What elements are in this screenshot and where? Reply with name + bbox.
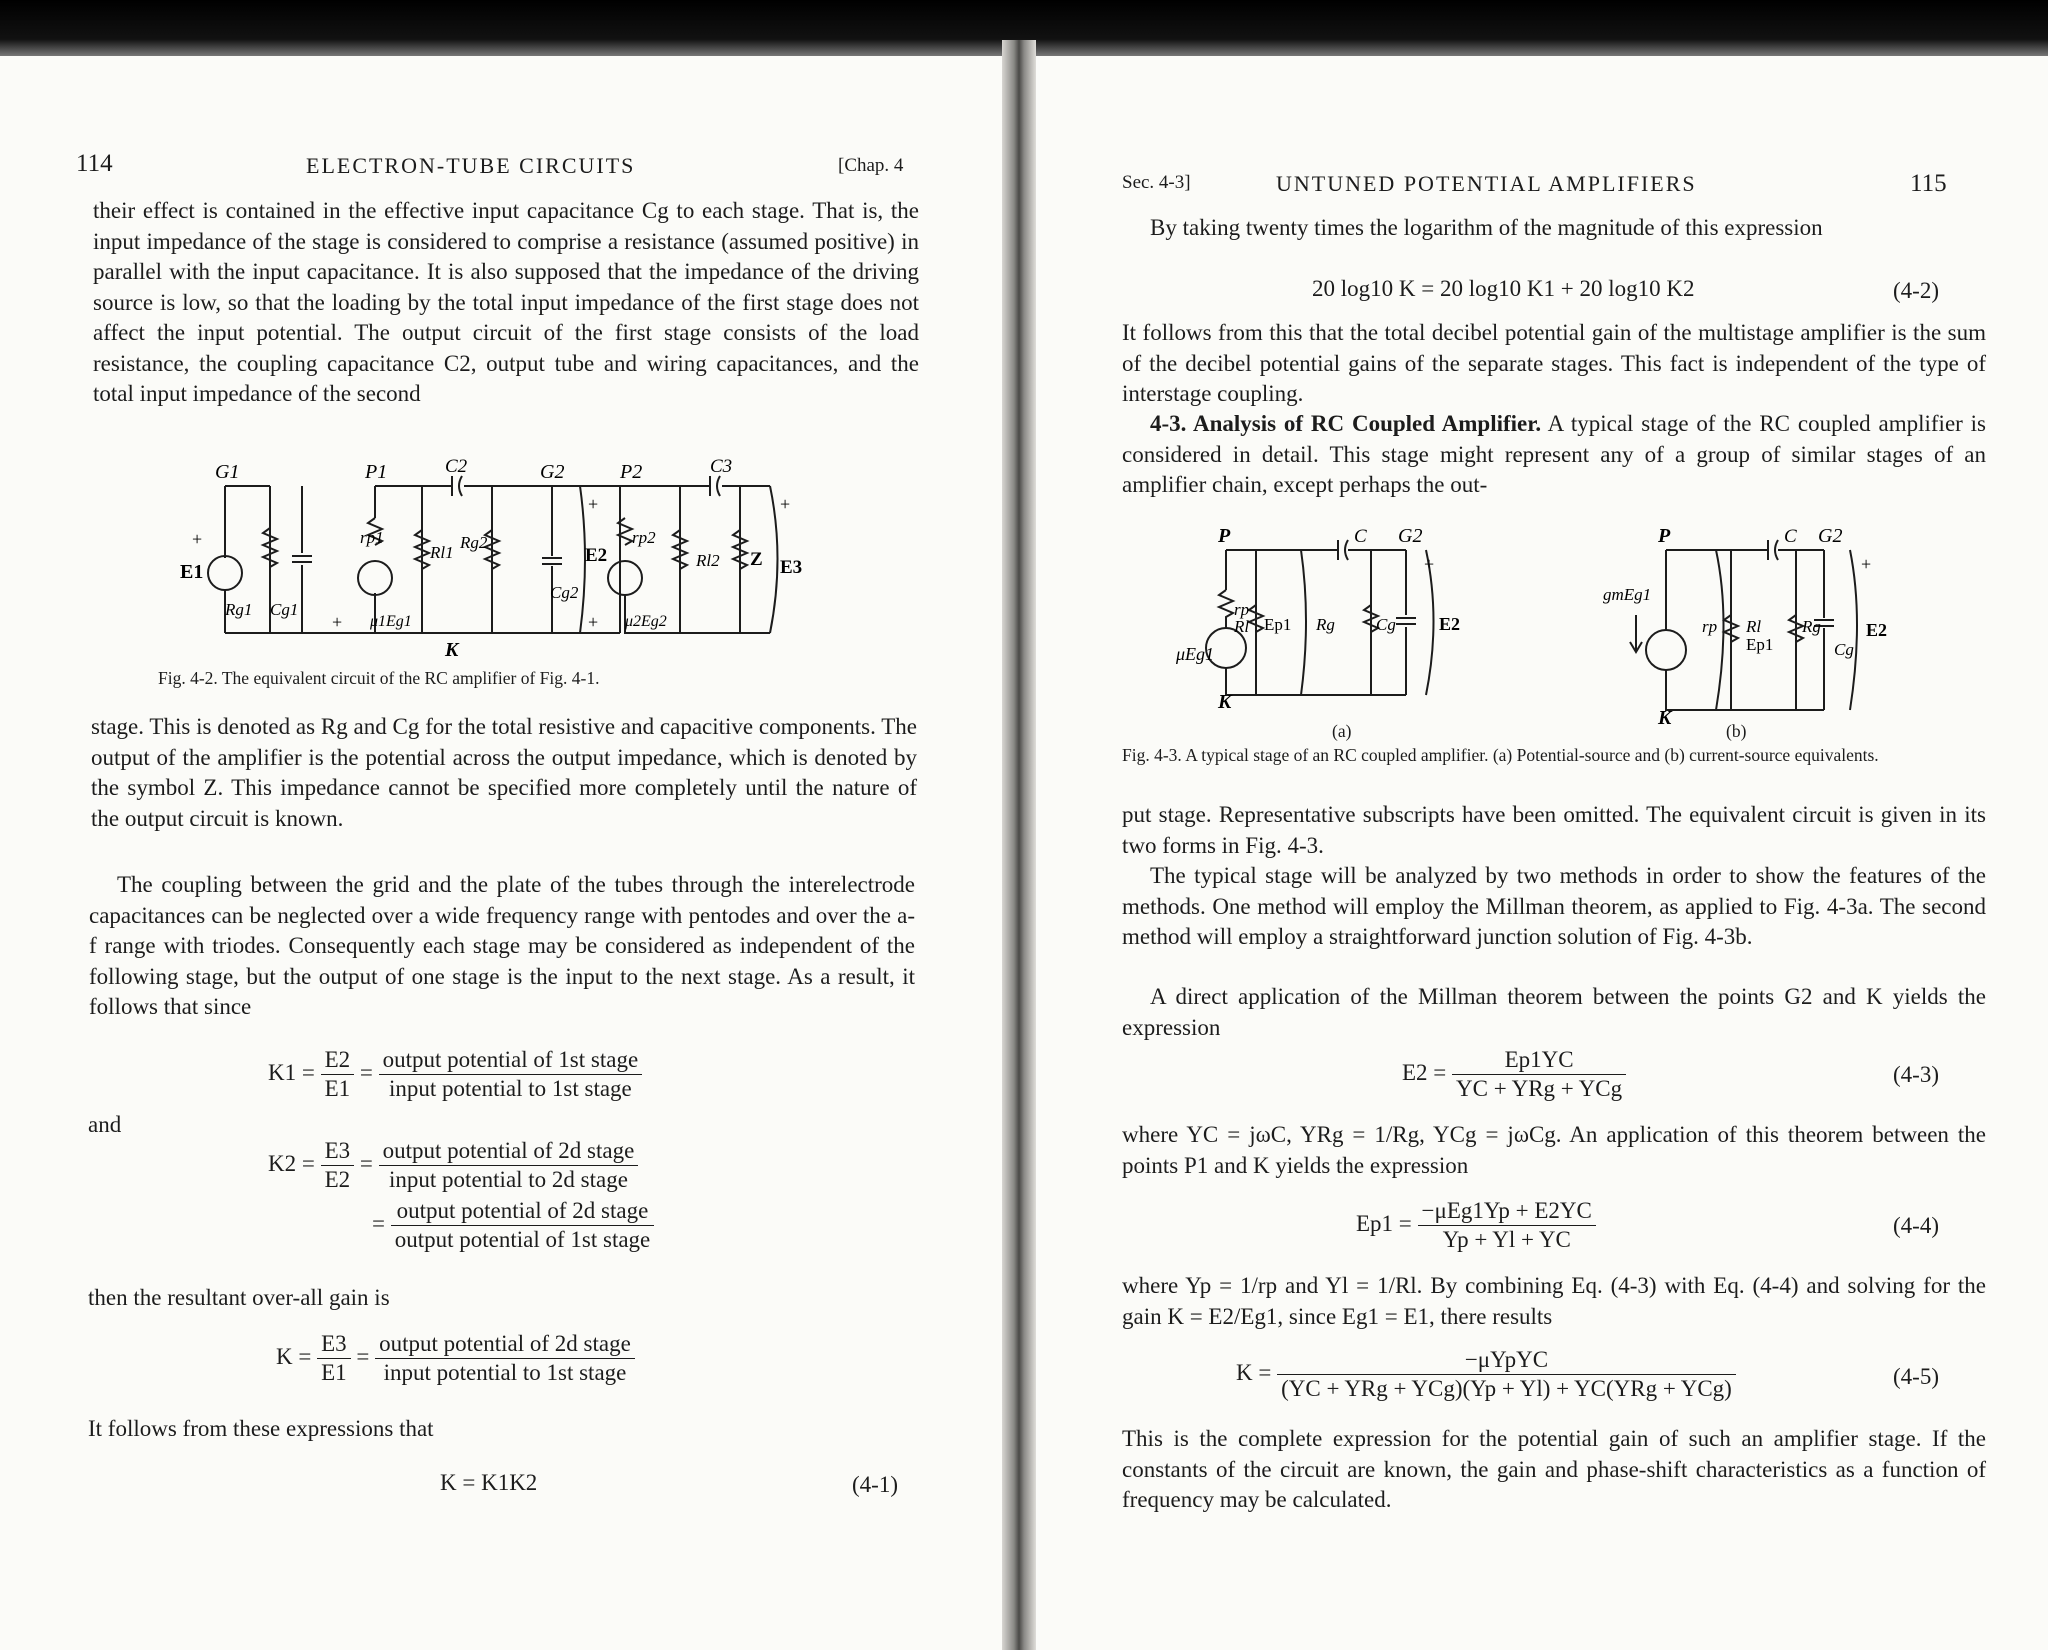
paragraph: stage. This is denoted as Rg and Cg for the total resistive and capacitive components. The output of the amplifier is the potential across the output impedance, which is denoted by the symbol Z. This impedance cannot be specified more completely until the nature of the output circuit is known. — [91, 714, 917, 831]
equation-k1 — [268, 1046, 642, 1103]
figure-caption: Fig. 4-2. The equivalent circuit of the RC amplifier of Fig. 4-1. — [158, 668, 600, 688]
plus-sign: + — [1861, 554, 1872, 574]
figure-label-b: (b) — [1726, 721, 1747, 741]
eq-num: output potential of 2d stage — [379, 1137, 639, 1166]
equation-4-4 — [1356, 1197, 1596, 1254]
plus-sign: + — [588, 612, 599, 632]
label-rl: Rl — [1746, 617, 1762, 636]
page-number: 114 — [76, 150, 113, 177]
label-e2: E2 — [1439, 614, 1461, 634]
eq-lhs: K2 = — [268, 1150, 315, 1176]
plus-sign: + — [1424, 554, 1435, 574]
label-rp: rp — [1234, 600, 1250, 619]
label-p: P — [1218, 525, 1231, 547]
equation-number: (4-2) — [1893, 278, 1939, 303]
eq-lhs: K1 = — [268, 1059, 315, 1085]
eq-num: E2 — [321, 1046, 355, 1075]
eq-lhs: K = — [1236, 1359, 1272, 1385]
paragraph: where Yp = 1/rp and Yl = 1/Rl. By combining Eq. (4-3) with Eq. (4-4) and solving for the gain K = E2/Eg1, since Eg1 = E1, there results — [1122, 1273, 1986, 1329]
eq-lhs: Ep1 = — [1356, 1210, 1412, 1236]
label-rp: rp — [1702, 617, 1718, 636]
paragraph: It follows from this that the total decibel potential gain of the multistage amplifier is the sum of the decibel potential gains of the separate stages. This fact is independent of the type of interstage coupling. — [1122, 320, 1986, 406]
eq-den: E1 — [321, 1360, 347, 1385]
plus-sign: + — [332, 612, 343, 632]
plus-sign: + — [192, 529, 203, 549]
label-rp1: rp1 — [360, 528, 384, 547]
eq-num: E3 — [321, 1137, 355, 1166]
book-spine — [1002, 40, 1036, 1650]
label-e1: E1 — [180, 561, 204, 583]
label-rg: Rg — [1316, 615, 1335, 634]
eq-num: output potential of 2d stage — [391, 1197, 655, 1226]
label-rl2: Rl2 — [696, 551, 720, 570]
label-cg: Cg — [1834, 640, 1854, 659]
equation-number: (4-3) — [1893, 1062, 1939, 1087]
figure-4-3-circuit — [1106, 520, 1986, 730]
label-k: K — [1218, 691, 1232, 713]
label-mu1: μ1Eg1 — [370, 613, 412, 630]
figure-caption: Fig. 4-3. A typical stage of an RC coupled amplifier. (a) Potential-source and (b) current-source equivalents. — [1122, 745, 1879, 765]
running-title: ELECTRON-TUBE CIRCUITS — [306, 153, 636, 178]
paragraph: The typical stage will be analyzed by two methods in order to show the features of the methods. One method will employ the Millman theorem, as applied to Fig. 4-3a. The second method will employ a straightforward junction solution of Fig. 4-3b. — [1122, 863, 1986, 949]
label-p2: P2 — [620, 461, 643, 483]
figure-label-a: (a) — [1332, 721, 1352, 741]
plus-sign: + — [588, 494, 599, 514]
equation-number: (4-5) — [1893, 1364, 1939, 1389]
label-c2: C2 — [445, 458, 468, 477]
label-g2: G2 — [540, 461, 565, 483]
label-k: K — [445, 639, 459, 658]
eq-num: −μYpYC — [1277, 1346, 1736, 1375]
eq-den: E2 — [324, 1167, 351, 1192]
eq-den: E1 — [324, 1076, 351, 1101]
eq-den: input potential to 1st stage — [383, 1360, 627, 1385]
label-rl1: Rl1 — [430, 543, 454, 562]
label-rp2: rp2 — [632, 528, 656, 547]
label-z: Z — [750, 549, 763, 570]
right-page — [1036, 0, 2048, 1650]
paragraph: It follows from these expressions that — [88, 1416, 434, 1441]
page-number: 115 — [1910, 170, 1947, 197]
eq-num: E3 — [317, 1330, 351, 1359]
label-c3: C3 — [710, 458, 733, 477]
label-ep1: Ep1 — [1746, 635, 1774, 654]
paragraph: By taking twenty times the logarithm of the magnitude of this expression — [1150, 215, 1823, 240]
running-title: UNTUNED POTENTIAL AMPLIFIERS — [1276, 171, 1697, 196]
paragraph: where YC = jωC, YRg = 1/Rg, YCg = jωCg. An application of this theorem between the points P1 and K yields the expression — [1122, 1122, 1986, 1178]
label-cg2: Cg2 — [550, 583, 579, 602]
label-rg2: Rg2 — [460, 533, 488, 552]
eq-num: Ep1YC — [1452, 1046, 1626, 1075]
eq-den: YC + YRg + YCg — [1456, 1076, 1623, 1101]
label-e3: E3 — [780, 557, 803, 578]
eq-den: input potential to 1st stage — [389, 1076, 632, 1101]
left-page — [0, 0, 1002, 1650]
word-and: and — [88, 1112, 122, 1137]
eq-den: (YC + YRg + YCg)(Yp + Yl) + YC(YRg + YCg) — [1281, 1376, 1732, 1401]
chapter-label: [Chap. 4 — [838, 155, 904, 176]
equation-4-1: K = K1K2 — [440, 1470, 538, 1495]
eq-sign: = — [372, 1210, 385, 1236]
equation-number: (4-1) — [852, 1472, 898, 1497]
section-label: Sec. 4-3] — [1122, 172, 1191, 193]
plus-sign: + — [780, 494, 791, 514]
paragraph: their effect is contained in the effective input capacitance Cg to each stage. That is, the input impedance of the stage is considered to comprise a resistance (assumed positive) in parallel with the input capacitance. It is also supposed that the impedance of the driving source is low, so that the loading by the total input impedance of the first stage does not affect the input potential. The output circuit of the first stage consists of the load resistance, the coupling capacitance C2, output tube and wiring capacitances, and the total input impedance of the second — [93, 198, 919, 406]
equation-k2-cont — [372, 1197, 654, 1254]
label-rl: Rl — [1234, 617, 1250, 636]
label-p1: P1 — [365, 461, 388, 483]
label-e2: E2 — [585, 545, 608, 566]
paragraph: A typical stage of the RC coupled amplifier is considered in detail. This stage might represent any of a group of similar stages of an amplifier chain, except perhaps the out- — [1122, 411, 1986, 497]
equation-number: (4-4) — [1893, 1213, 1939, 1238]
label-ep1: Ep1 — [1264, 615, 1292, 634]
eq-num: output potential of 2d stage — [375, 1330, 635, 1359]
label-cg: Cg — [1376, 615, 1396, 634]
label-g2: G2 — [1818, 525, 1843, 547]
paragraph: This is the complete expression for the potential gain of such an amplifier stage. If the constants of the circuit are known, the gain and phase-shift characteristics as a function of frequency may be calculated. — [1122, 1426, 1986, 1512]
equation-4-2: 20 log10 K = 20 log10 K1 + 20 log10 K2 — [1312, 276, 1695, 301]
label-g2: G2 — [1398, 525, 1423, 547]
equation-4-5 — [1236, 1346, 1736, 1403]
eq-den: Yp + Yl + YC — [1442, 1227, 1571, 1252]
eq-lhs: E2 = — [1402, 1059, 1447, 1085]
paragraph: A direct application of the Millman theorem between the points G2 and K yields the expression — [1122, 984, 1986, 1040]
label-g1: G1 — [215, 461, 240, 483]
eq-num: output potential of 1st stage — [379, 1046, 643, 1075]
eq-lhs: K = — [276, 1343, 312, 1369]
eq-sign: = — [356, 1343, 370, 1369]
eq-den: input potential to 2d stage — [389, 1167, 628, 1192]
paragraph: The coupling between the grid and the plate of the tubes through the interelectrode capacitances can be neglected over a wide frequency range with pentodes and over the a-f range with triodes. Consequently each stage may be considered as independent of the following stage, but the output of one stage is the input to the next stage. As a result, it follows that since — [89, 872, 915, 1019]
label-gmeg1: gmEg1 — [1603, 585, 1652, 604]
label-p: P — [1658, 525, 1671, 547]
label-cg1: Cg1 — [270, 600, 299, 619]
label-rg1: Rg1 — [225, 600, 253, 619]
label-e2: E2 — [1866, 620, 1888, 640]
label-k: K — [1658, 707, 1672, 729]
section-heading: 4-3. Analysis of RC Coupled Amplifier. — [1150, 411, 1542, 436]
equation-k2 — [268, 1137, 638, 1194]
label-c: C — [1354, 526, 1367, 547]
eq-sign: = — [359, 1150, 373, 1176]
equation-4-3 — [1402, 1046, 1626, 1103]
figure-4-2-circuit — [170, 458, 820, 658]
paragraph: then the resultant over-all gain is — [88, 1285, 390, 1310]
equation-k — [276, 1330, 635, 1387]
label-rg: Rg — [1802, 617, 1821, 636]
eq-sign: = — [359, 1059, 373, 1085]
label-mu2: μ2Eg2 — [625, 613, 667, 630]
eq-num: −μEg1Yp + E2YC — [1418, 1197, 1596, 1226]
eq-den: output potential of 1st stage — [394, 1227, 651, 1252]
label-c: C — [1784, 526, 1797, 547]
label-mueg1: μEg1 — [1176, 644, 1215, 664]
section-paragraph — [1122, 409, 1986, 501]
paragraph: put stage. Representative subscripts have been omitted. The equivalent circuit is given in its two forms in Fig. 4-3. — [1122, 802, 1986, 858]
